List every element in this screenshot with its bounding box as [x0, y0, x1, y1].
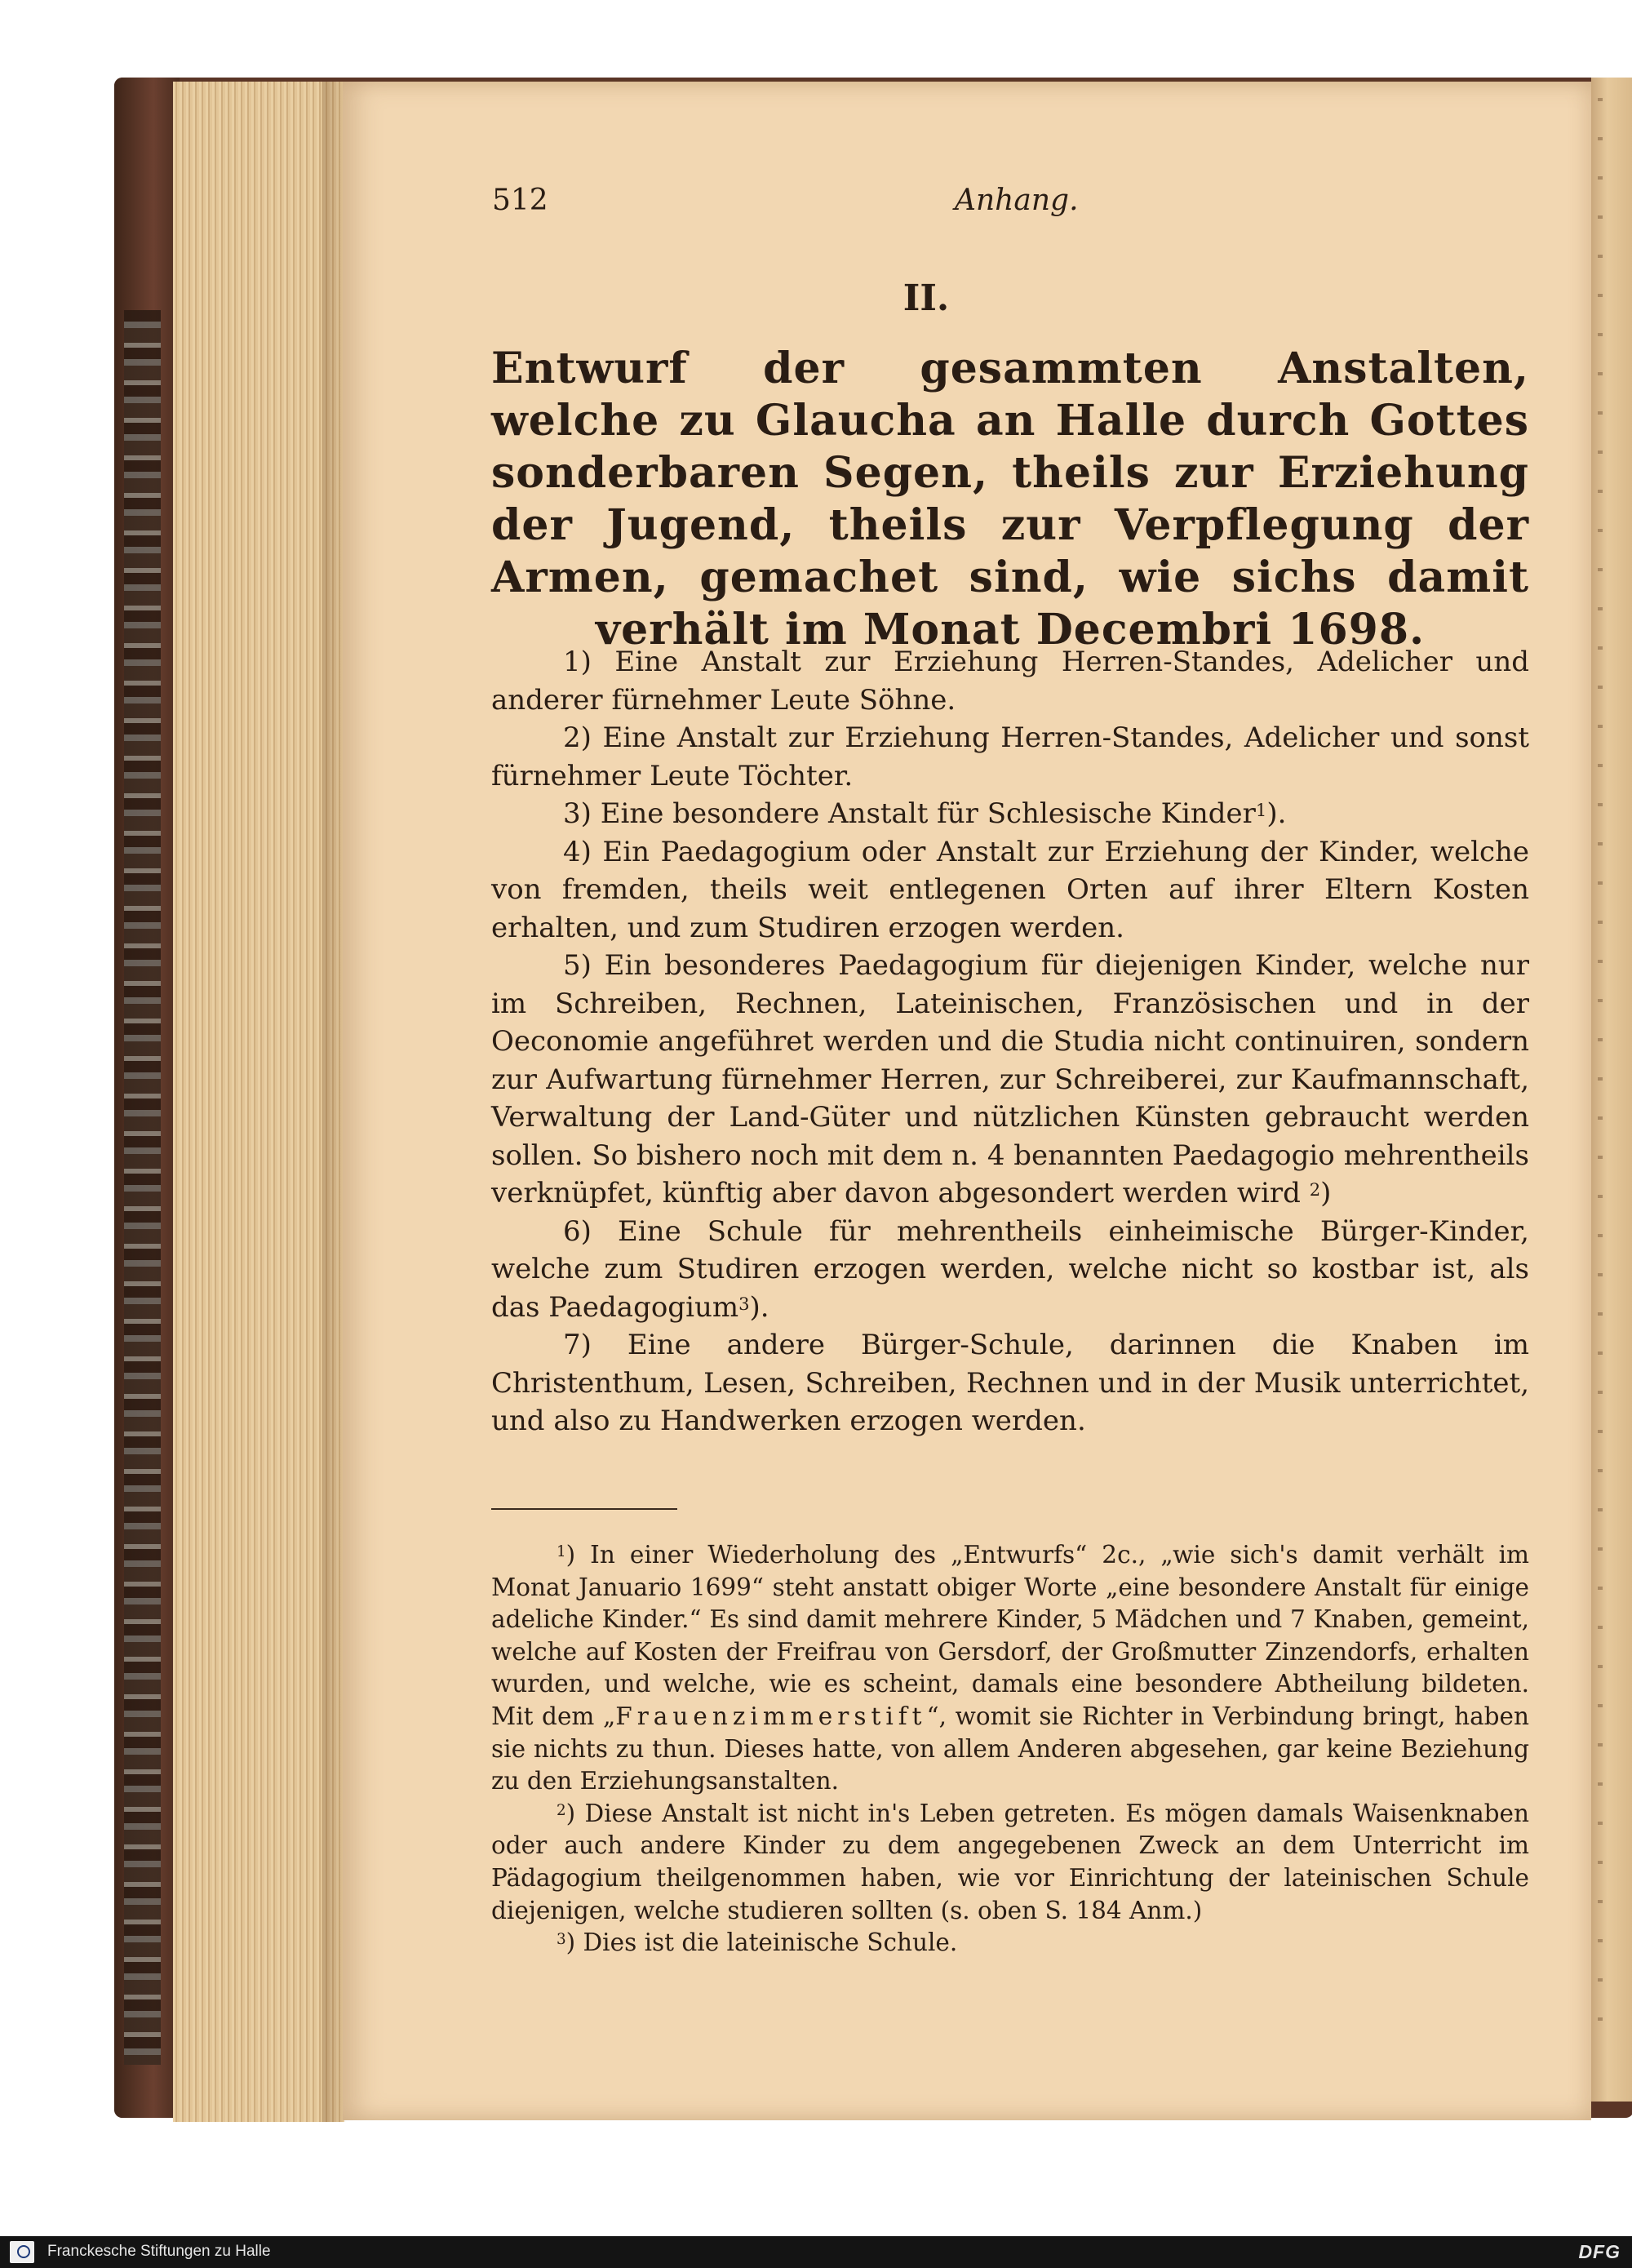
footnote-text: ) Diese Anstalt ist nicht in's Leben getreten. Es mögen damals Waisenknaben oder auch andere Kinder zu dem angegebenen Zweck an dem Unterricht im Pädagogium theilgenommen haben, wie vor Einrichtung der lateinischen Schule diejenigen, welche studieren sollten (s. oben S. 184 Anm.)	[491, 1799, 1529, 1924]
list-item-text: 3) Eine besondere Anstalt für Schlesische Kinder	[563, 797, 1256, 830]
footnote-text: ) Dies ist die lateinische Schule.	[565, 1928, 958, 1957]
chapter-title: Entwurf der gesammten Anstalten, welche zu Glaucha an Halle durch Gottes sonderbaren Segen, theils zur Erziehung der Jugend, theils zur Verpflegung der Armen, gemachet sind, wie sichs damit verhält im Monat Decembri 1698.	[491, 344, 1529, 655]
list-item	[491, 1213, 1529, 1327]
spine-decoration	[124, 310, 161, 2065]
page-stack-edge	[173, 82, 344, 2122]
sponsor-logo[interactable]: DFG	[1578, 2241, 1621, 2262]
institution-name[interactable]: Franckesche Stiftungen zu Halle	[47, 2243, 271, 2260]
body-text	[491, 643, 1529, 1440]
list-item	[491, 833, 1529, 948]
list-item	[491, 947, 1529, 1213]
list-item	[491, 719, 1529, 795]
list-item-punct: ).	[1266, 797, 1287, 830]
list-item	[491, 1326, 1529, 1440]
footnote-text: “, womit sie Richter in Verbindung bringt, haben sie nichts zu thun. Dieses hatte, von allem Anderen abgesehen, gar keine Beziehung zu den Erziehungsanstalten.	[491, 1702, 1529, 1795]
institution-logo-icon[interactable]	[10, 2241, 34, 2263]
list-item-text: 7) Eine andere Bürger-Schule, darinnen die Knaben im Christenthum, Lesen, Schreiben, Rechnen und in der Musik unterrichtet, und also zu Handwerken erzogen werden.	[491, 1329, 1529, 1437]
footnote-ref: 2	[1309, 1179, 1321, 1200]
list-item-punct: ).	[749, 1290, 769, 1324]
list-item-text: 4) Ein Paedagogium oder Anstalt zur Erziehung der Kinder, welche von fremden, theils weit entlegenen Orten auf ihrer Eltern Kosten erhalten, und zum Studiren erzogen werden.	[491, 835, 1529, 944]
viewer-footer	[0, 2236, 1632, 2268]
list-item-punct: )	[1320, 1177, 1332, 1209]
footnote-mark: 3	[557, 1931, 566, 1949]
footnote	[491, 1927, 1529, 1960]
running-head: Anhang.	[955, 184, 1079, 217]
footnote	[491, 1798, 1529, 1927]
list-item	[491, 643, 1529, 719]
footnote-mark: 1	[557, 1543, 566, 1560]
list-item-text: 2) Eine Anstalt zur Erziehung Herren-Standes, Adelicher und sonst fürnehmer Leute Töchter.	[491, 721, 1529, 792]
footnote-separator	[491, 1508, 677, 1510]
chapter-number: II.	[902, 277, 950, 319]
footnote-ref: 1	[1255, 800, 1267, 820]
list-item-text: 1) Eine Anstalt zur Erziehung Herren-Standes, Adelicher und anderer fürnehmer Leute Söhne.	[491, 646, 1529, 717]
footnote-spaced-text: Frauenzimmerstift	[615, 1702, 927, 1730]
footnote	[491, 1539, 1529, 1798]
list-item	[491, 795, 1529, 833]
facing-page-text-trace	[1598, 98, 1603, 2057]
list-item-text: 5) Ein besonderes Paedagogium für diejenigen Kinder, welche nur im Schreiben, Rechnen, Lateinischen, Französischen und in der Oeconomie angeführet werden und die Studia nicht continuiren, sondern zur Aufwartung fürnehmer Herren, zur Schreiberei, zur Kaufmannschaft, Verwaltung der Land-Güter und nützlichen Künsten gebraucht werden sollen. So bishero noch mit dem n. 4 benannten Paedagogio mehrentheils verknüpfet, künftig aber davon abgesondert werden wird	[491, 949, 1529, 1209]
page-number: 512	[492, 184, 548, 217]
footnotes	[491, 1539, 1529, 1960]
list-item-text: 6) Eine Schule für mehrentheils einheimische Bürger-Kinder, welche zum Studiren erzogen werden, welche nicht so kostbar ist, als das Paedagogium	[491, 1214, 1529, 1324]
footnote-text: ) In einer Wiederholung des „Entwurfs“ 2c., „wie sich's damit verhält im Monat Januario 1699“ steht anstatt obiger Worte „eine besondere Anstalt für einige adeliche Kinder.“ Es sind damit mehrere Kinder, 5 Mädchen und 7 Knaben, gemeint, welche auf Kosten der Freifrau von Gersdorf, der Großmutter Zinzendorfs, erhalten wurden, und welche, wie es scheint, damals eine besondere Abtheilung bildeten. Mit dem „	[491, 1541, 1529, 1730]
footnote-ref: 3	[738, 1293, 750, 1314]
footnote-mark: 2	[557, 1801, 566, 1819]
